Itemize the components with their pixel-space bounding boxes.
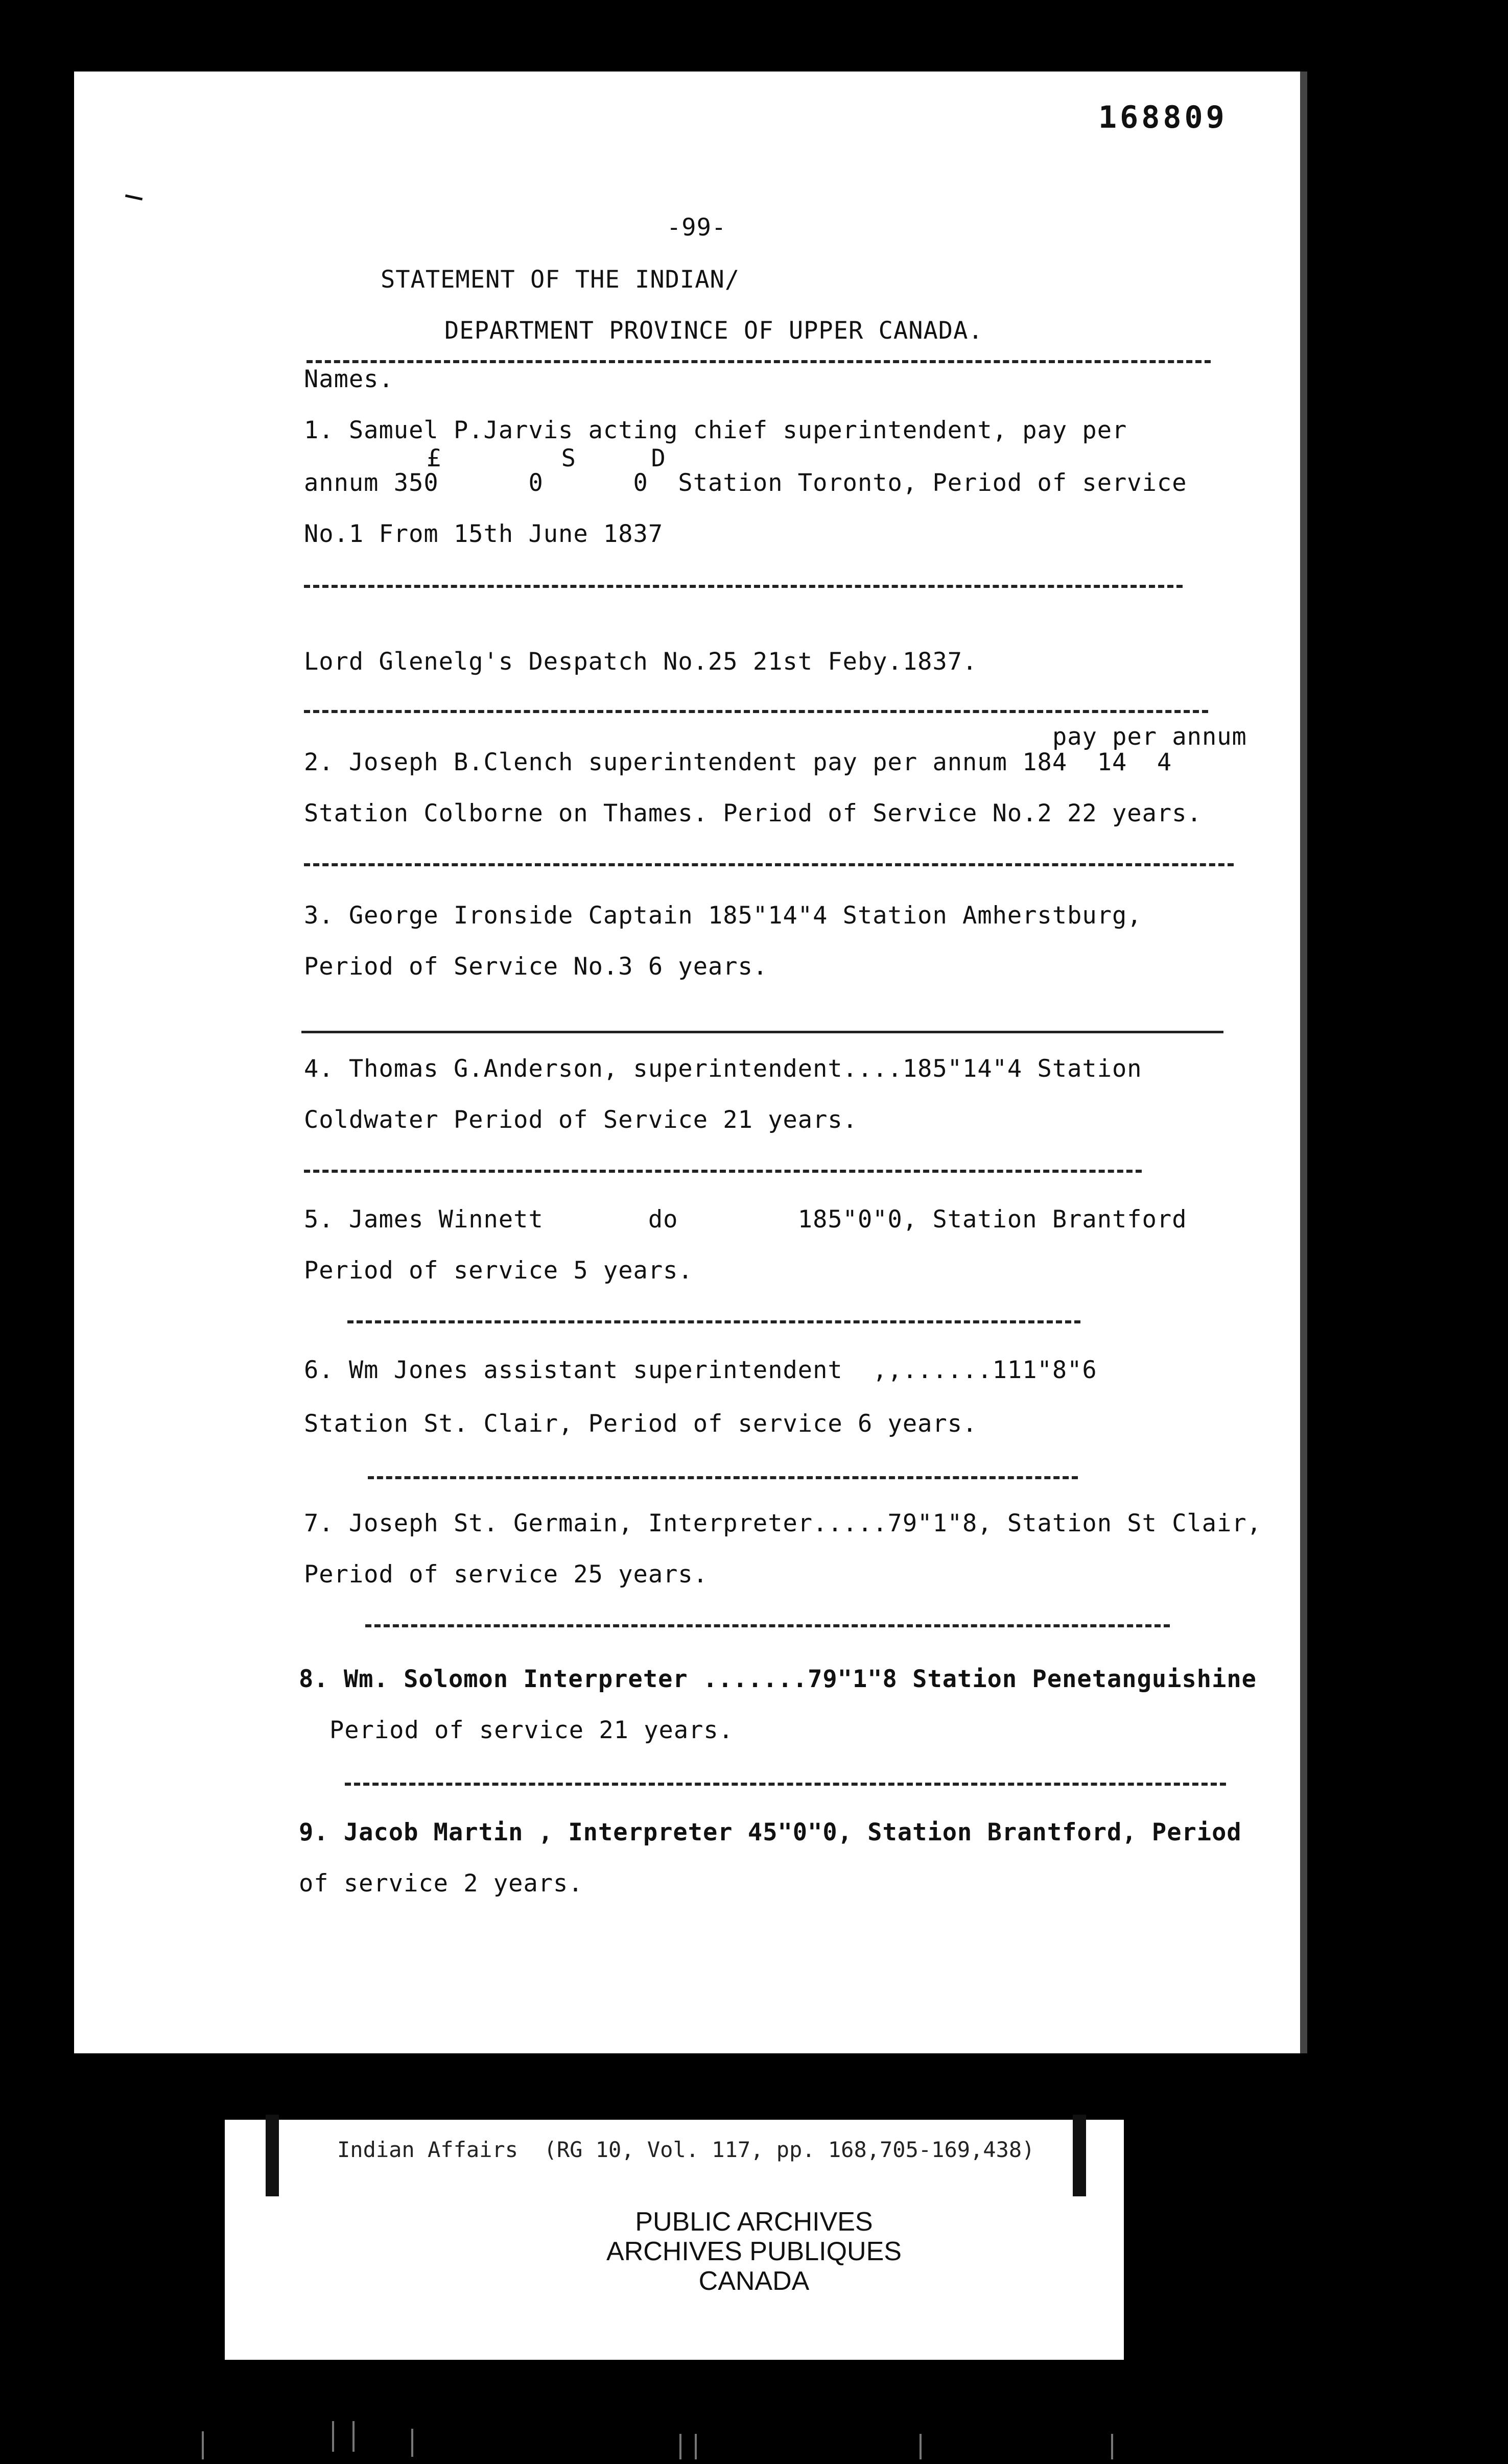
archive-line-1: PUBLIC ARCHIVES [635,2207,873,2237]
film-mark [352,2421,355,2452]
entry-4-line-2: Coldwater Period of Service 21 years. [304,1106,858,1134]
entry-2-line-2: Station Colborne on Thames. Period of Service No.2 22 years. [304,799,1202,827]
divider [368,1476,1078,1479]
entry-4-line-1: 4. Thomas G.Anderson, superintendent....185"14"4 Station [304,1055,1142,1083]
film-mark [411,2429,413,2457]
archive-line-2: ARCHIVES PUBLIQUES [606,2237,902,2266]
archive-line-3: CANADA [698,2266,810,2296]
header-line-1: STATEMENT OF THE INDIAN/ [381,266,740,294]
names-label: Names. [304,365,394,393]
film-mark [679,2434,681,2459]
film-mark [1111,2434,1113,2459]
entry-1-line-3: No.1 From 15th June 1837 [304,520,664,548]
label-clip-right [1073,2115,1086,2196]
entry-9-line-1: 9. Jacob Martin , Interpreter 45"0"0, Station Brantford, Period [299,1818,1242,1846]
divider [301,1031,1223,1033]
entry-1-line-1: 1. Samuel P.Jarvis acting chief superintendent, pay per [304,416,1127,444]
folio-number: -99- [667,214,727,242]
divider [304,863,1234,866]
divider [307,360,1211,363]
divider [304,710,1208,713]
entry-6-line-2: Station St. Clair, Period of service 6 years. [304,1410,978,1438]
entry-5-line-1: 5. James Winnett do 185"0"0, Station Brantford [304,1205,1187,1234]
entry-8-line-2: Period of service 21 years. [329,1716,734,1744]
divider [345,1783,1226,1786]
divider [304,1170,1142,1173]
entry-2-line-1: 2. Joseph B.Clench superintendent pay per annum 184 14 4 [304,748,1172,776]
divider [304,585,1183,588]
film-mark [695,2434,697,2459]
entry-9-line-2: of service 2 years. [299,1869,583,1898]
entry-5-line-2: Period of service 5 years. [304,1257,693,1285]
entry-7-line-1: 7. Joseph St. Germain, Interpreter.....79"1"8, Station St Clair, [304,1509,1262,1537]
despatch-line: Lord Glenelg's Despatch No.25 21st Feby.1837. [304,648,978,676]
entry-7-line-2: Period of service 25 years. [304,1560,709,1589]
entry-1-line-2: annum 350 0 0 Station Toronto, Period of service [304,469,1187,497]
entry-2-pay-heading: pay per annum [1052,723,1247,751]
page-number: 168809 [1098,100,1228,135]
divider [347,1320,1080,1323]
header-line-2: DEPARTMENT PROVINCE OF UPPER CANADA. [444,317,983,345]
entry-8-line-1: 8. Wm. Solomon Interpreter .......79"1"8 Station Penetanguishine [299,1665,1257,1693]
label-clip-left [266,2115,279,2196]
film-mark [202,2431,204,2459]
film-mark [332,2421,334,2452]
entry-3-line-1: 3. George Ironside Captain 185"14"4 Station Amherstburg, [304,902,1142,930]
entry-1-currency: £ S D [427,444,666,472]
archive-reference: Indian Affairs (RG 10, Vol. 117, pp. 168,705-169,438) [337,2137,1035,2162]
entry-3-line-2: Period of Service No.3 6 years. [304,953,768,981]
divider [365,1624,1170,1627]
film-mark [920,2434,922,2459]
entry-6-line-1: 6. Wm Jones assistant superintendent ,,......111"8"6 [304,1356,1097,1384]
